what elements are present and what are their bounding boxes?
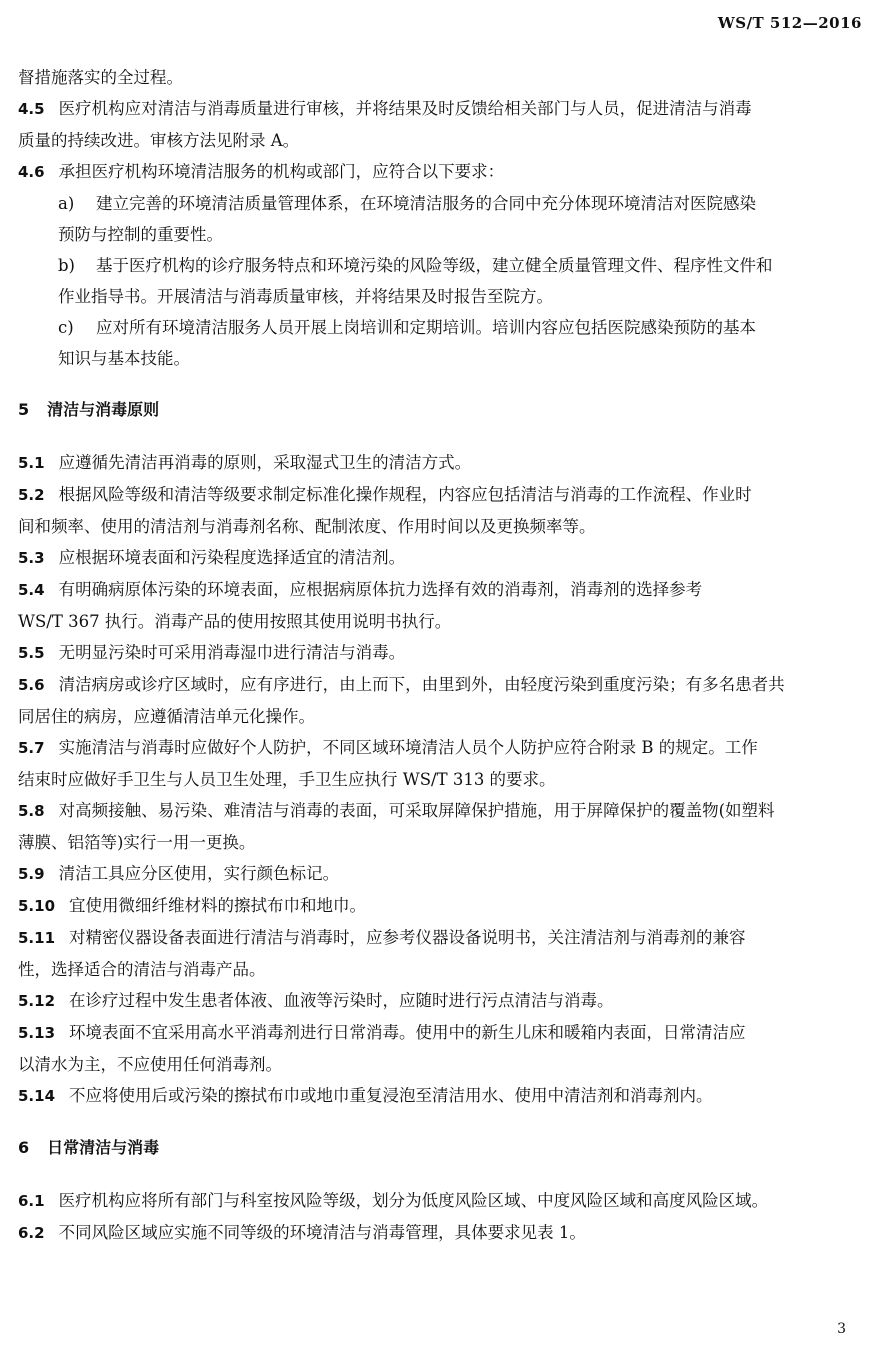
clause-5-4 (18, 574, 874, 606)
list-label: c) (58, 318, 74, 337)
clause-number: 5.1 (18, 454, 45, 472)
clause-4-5 (18, 93, 874, 125)
paragraph-line: 质量的持续改进。审核方法见附录 A。 (18, 131, 300, 150)
paragraph-line: 以清水为主，不应使用任何消毒剂。 (18, 1055, 282, 1074)
clause-5-12 (18, 985, 874, 1017)
list-continuation: 知识与基本技能。 (58, 349, 190, 368)
list-continuation: 作业指导书。开展清洁与消毒质量审核，并将结果及时报告至院方。 (58, 287, 553, 306)
clause-5-2 (18, 479, 874, 511)
clause-number: 5.2 (18, 486, 45, 504)
clause-number: 5.5 (18, 644, 45, 662)
list-text: 应对所有环境清洁服务人员开展上岗培训和定期培训。培训内容应包括医院感染预防的基本 (96, 318, 756, 337)
section-number: 6 (18, 1138, 30, 1157)
clause-5-11 (18, 922, 874, 954)
clause-text: 不同风险区域应实施不同等级的环境清洁与消毒管理，具体要求见表 1。 (58, 1223, 586, 1242)
page-number: 3 (837, 1321, 846, 1337)
clause-number: 6.1 (18, 1192, 45, 1210)
clause-number: 4.6 (18, 163, 45, 181)
clause-text: 实施清洁与消毒时应做好个人防护，不同区域环境清洁人员个人防护应符合附录 B 的规定。工作 (58, 738, 758, 757)
section-heading-6 (18, 1132, 874, 1163)
clause-number: 5.11 (18, 929, 56, 947)
clause-5-7 (18, 732, 874, 764)
list-item-a (18, 188, 874, 219)
clause-text: 环境表面不宜采用高水平消毒剂进行日常消毒。使用中的新生儿床和暖箱内表面，日常清洁应 (69, 1023, 746, 1042)
list-label: b) (58, 256, 75, 275)
clause-number: 5.4 (18, 581, 45, 599)
clause-number: 5.9 (18, 865, 45, 883)
clause-number: 5.13 (18, 1024, 56, 1042)
clause-5-3 (18, 542, 874, 574)
clause-text: 清洁病房或诊疗区域时，应有序进行，由上而下，由里到外，由轻度污染到重度污染；有多名患者共 (58, 675, 785, 694)
section-heading-5 (18, 394, 874, 425)
clause-number: 5.8 (18, 802, 45, 820)
list-item-c (18, 312, 874, 343)
clause-5-10 (18, 890, 874, 922)
paragraph-line: 薄膜、铝箔等)实行一用一更换。 (18, 833, 256, 852)
clause-5-9 (18, 858, 874, 890)
clause-5-6 (18, 669, 874, 701)
paragraph-line: 同居住的病房，应遵循清洁单元化操作。 (18, 707, 315, 726)
section-title: 清洁与消毒原则 (47, 400, 160, 419)
clause-text: 根据风险等级和清洁等级要求制定标准化操作规程，内容应包括清洁与消毒的工作流程、作业时 (58, 485, 752, 504)
list-text: 基于医疗机构的诊疗服务特点和环境污染的风险等级，建立健全质量管理文件、程序性文件和 (96, 256, 773, 275)
clause-number: 5.3 (18, 549, 45, 567)
list-item-b (18, 250, 874, 281)
clause-text: 宜使用微细纤维材料的擦拭布巾和地巾。 (69, 896, 367, 915)
clause-number: 6.2 (18, 1224, 45, 1242)
clause-5-8 (18, 795, 874, 827)
clause-5-5 (18, 637, 874, 669)
clause-text: 医疗机构应对清洁与消毒质量进行审核，并将结果及时反馈给相关部门与人员，促进清洁与消毒 (58, 99, 752, 118)
clause-5-13 (18, 1017, 874, 1049)
clause-text: 对高频接触、易污染、难清洁与消毒的表面，可采取屏障保护措施，用于屏障保护的覆盖物(如塑料 (58, 801, 775, 820)
clause-4-6 (18, 156, 874, 188)
clause-number: 5.10 (18, 897, 56, 915)
clause-text: 应遵循先清洁再消毒的原则，采取湿式卫生的清洁方式。 (58, 453, 472, 472)
clause-text: 在诊疗过程中发生患者体液、血液等污染时，应随时进行污点清洁与消毒。 (69, 991, 614, 1010)
clause-text: 无明显污染时可采用消毒湿巾进行清洁与消毒。 (58, 643, 406, 662)
clause-5-14 (18, 1080, 874, 1112)
list-text: 建立完善的环境清洁质量管理体系，在环境清洁服务的合同中充分体现环境清洁对医院感染 (96, 194, 756, 213)
document-body (18, 62, 874, 1249)
paragraph-line: 督措施落实的全过程。 (18, 68, 183, 87)
list-continuation: 预防与控制的重要性。 (58, 225, 223, 244)
paragraph-line: 结束时应做好手卫生与人员卫生处理，手卫生应执行 WS/T 313 的要求。 (18, 770, 556, 789)
clause-number: 5.7 (18, 739, 45, 757)
clause-number: 5.6 (18, 676, 45, 694)
clause-text: 承担医疗机构环境清洁服务的机构或部门，应符合以下要求： (58, 162, 505, 181)
paragraph-line: 间和频率、使用的清洁剂与消毒剂名称、配制浓度、作用时间以及更换频率等。 (18, 517, 596, 536)
section-title: 日常清洁与消毒 (47, 1138, 160, 1157)
clause-6-1 (18, 1185, 874, 1217)
clause-text: 不应将使用后或污染的擦拭布巾或地巾重复浸泡至清洁用水、使用中清洁剂和消毒剂内。 (69, 1086, 713, 1105)
clause-number: 5.12 (18, 992, 56, 1010)
clause-text: 医疗机构应将所有部门与科室按风险等级，划分为低度风险区域、中度风险区域和高度风险区域。 (58, 1191, 769, 1210)
clause-text: 清洁工具应分区使用，实行颜色标记。 (58, 864, 340, 883)
list-label: a) (58, 194, 75, 213)
clause-5-1 (18, 447, 874, 479)
paragraph-line: 性，选择适合的清洁与消毒产品。 (18, 960, 266, 979)
document-code-header: WS/T 512—2016 (717, 14, 862, 32)
clause-6-2 (18, 1217, 874, 1249)
clause-text: 有明确病原体污染的环境表面，应根据病原体抗力选择有效的消毒剂，消毒剂的选择参考 (58, 580, 703, 599)
paragraph-line: WS/T 367 执行。消毒产品的使用按照其使用说明书执行。 (18, 612, 452, 631)
clause-number: 4.5 (18, 100, 45, 118)
clause-number: 5.14 (18, 1087, 56, 1105)
clause-text: 对精密仪器设备表面进行清洁与消毒时，应参考仪器设备说明书，关注清洁剂与消毒剂的兼容 (69, 928, 746, 947)
section-number: 5 (18, 400, 30, 419)
clause-text: 应根据环境表面和污染程度选择适宜的清洁剂。 (58, 548, 406, 567)
